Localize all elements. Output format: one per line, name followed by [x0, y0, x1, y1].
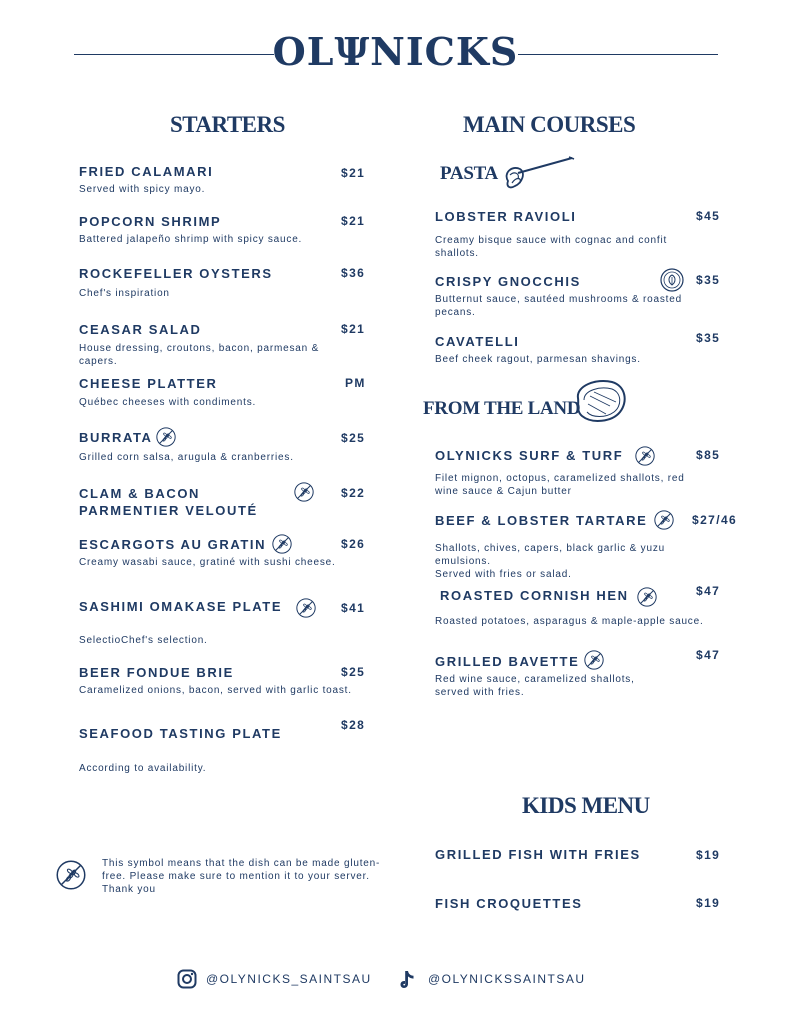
item-name: GRILLED BAVETTE	[435, 654, 580, 669]
gluten-free-icon	[635, 446, 655, 466]
item-description: Beef cheek ragout, parmesan shavings.	[435, 354, 641, 365]
kids-menu-title: KIDS MENU	[522, 793, 650, 818]
item-description: Chef's inspiration	[79, 288, 170, 299]
item-price: $22	[341, 486, 366, 500]
brand-logo: OLΨNICKS	[272, 29, 519, 74]
instagram-handle[interactable]: @OLYNICKS_SAINTSAU	[206, 972, 372, 986]
item-description: Creamy bisque sauce with cognac and confit shallots.	[435, 235, 668, 259]
steak-icon	[570, 376, 630, 426]
item-name: LOBSTER RAVIOLI	[435, 209, 577, 224]
item-name: CRISPY GNOCCHIS	[435, 274, 581, 289]
item-name: BURRATA	[79, 430, 153, 445]
item-description: Roasted potatoes, asparagus & maple-apple sauce.	[435, 616, 704, 627]
gluten-free-icon	[294, 482, 314, 502]
item-name: CLAM & BACON PARMENTIER VELOUTÉ	[79, 486, 258, 518]
item-name: GRILLED FISH WITH FRIES	[435, 847, 641, 862]
item-price: $25	[341, 665, 366, 679]
item-name: POPCORN SHRIMP	[79, 214, 222, 229]
gluten-free-icon	[637, 587, 657, 607]
gluten-free-icon	[296, 598, 316, 618]
item-description: According to availability.	[79, 763, 207, 774]
item-description: Caramelized onions, bacon, served with garlic toast.	[79, 685, 352, 696]
item-price: $19	[696, 848, 721, 862]
item-price: $19	[696, 896, 721, 910]
item-name: CAVATELLI	[435, 334, 520, 349]
item-name: CHEESE PLATTER	[79, 376, 218, 391]
item-name: ESCARGOTS AU GRATIN	[79, 537, 267, 552]
item-name: ROCKEFELLER OYSTERS	[79, 266, 273, 281]
item-name: SASHIMI OMAKASE PLATE	[79, 599, 283, 614]
item-name: OLYNICKS SURF & TURF	[435, 448, 624, 463]
item-name: BEEF & LOBSTER TARTARE	[435, 513, 648, 528]
item-name: ROASTED CORNISH HEN	[440, 588, 629, 603]
item-description-extra: Served with fries or salad.	[435, 569, 572, 580]
gluten-free-legend-icon	[56, 860, 86, 890]
item-price: PM	[345, 376, 366, 390]
item-price: $27/46	[692, 513, 738, 527]
item-price: $47	[696, 584, 721, 598]
gluten-free-icon	[156, 427, 176, 447]
item-price: $36	[341, 266, 366, 280]
instagram-icon[interactable]	[177, 969, 197, 989]
item-description: Served with spicy mayo.	[79, 184, 206, 195]
item-name: SEAFOOD TASTING PLATE	[79, 726, 282, 741]
tiktok-icon[interactable]	[399, 970, 417, 990]
starters-title: STARTERS	[170, 112, 285, 137]
item-description: Battered jalapeño shrimp with spicy sauce.	[79, 234, 303, 245]
item-name: FRIED CALAMARI	[79, 164, 214, 179]
legend-text: This symbol means that the dish can be made gluten-free. Please make sure to mention it to your server. Thank you	[102, 858, 381, 895]
item-price: $41	[341, 601, 366, 615]
item-price: $26	[341, 537, 366, 551]
item-price: $25	[341, 431, 366, 445]
item-description: Grilled corn salsa, arugula & cranberries.	[79, 452, 294, 463]
item-price: $21	[341, 214, 366, 228]
item-price: $35	[696, 331, 721, 345]
gluten-free-icon	[654, 510, 674, 530]
main-courses-title: MAIN COURSES	[463, 112, 636, 137]
item-price: $28	[341, 718, 366, 732]
item-description: Red wine sauce, caramelized shallots, served with fries.	[435, 674, 635, 698]
item-description: Filet mignon, octopus, caramelized shallots, red wine sauce & Cajun butter	[435, 473, 685, 497]
tiktok-handle[interactable]: @OLYNICKSSAINTSAU	[428, 972, 586, 986]
item-price: $35	[696, 273, 721, 287]
item-description: Butternut sauce, sautéed mushrooms & roasted pecans.	[435, 294, 682, 318]
item-name: BEER FONDUE BRIE	[79, 665, 234, 680]
item-price: $85	[696, 448, 721, 462]
vegetarian-icon	[660, 268, 684, 292]
item-description: Shallots, chives, capers, black garlic & yuzu emulsions.	[435, 543, 665, 567]
gluten-free-icon	[272, 534, 292, 554]
item-description: House dressing, croutons, bacon, parmesan & capers.	[79, 343, 320, 367]
pasta-title: PASTA	[440, 163, 498, 184]
item-price: $47	[696, 648, 721, 662]
item-description: SelectioChef's selection.	[79, 635, 208, 646]
from-the-land-title: FROM THE LAND	[423, 398, 581, 419]
pasta-fork-icon	[500, 153, 575, 193]
gluten-free-icon	[584, 650, 604, 670]
item-name: CEASAR SALAD	[79, 322, 202, 337]
item-price: $21	[341, 322, 366, 336]
item-price: $21	[341, 166, 366, 180]
item-description: Creamy wasabi sauce, gratiné with sushi cheese.	[79, 557, 336, 568]
item-price: $45	[696, 209, 721, 223]
item-description: Québec cheeses with condiments.	[79, 397, 257, 408]
item-name: FISH CROQUETTES	[435, 896, 583, 911]
